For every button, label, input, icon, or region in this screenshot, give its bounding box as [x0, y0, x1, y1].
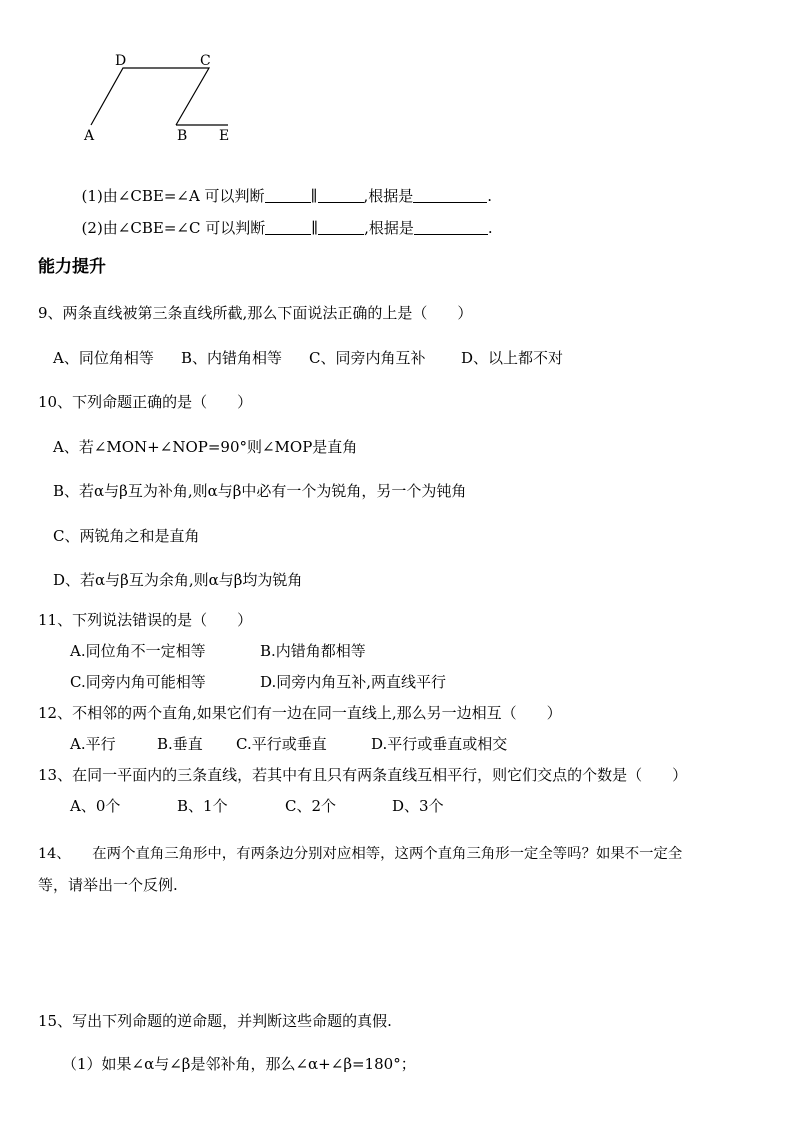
q11-stem: 11、下列说法错误的是（ ） — [38, 611, 253, 629]
q12-option-d[interactable]: D.平行或垂直或相交 — [371, 735, 508, 753]
q11-option-b[interactable]: B.内错角都相等 — [260, 642, 366, 660]
q13-option-b[interactable]: B、1个 — [177, 797, 228, 815]
label-d: D — [115, 53, 127, 69]
q13-option-c[interactable]: C、2个 — [285, 797, 337, 815]
q11-option-c[interactable]: C.同旁内角可能相等 — [70, 673, 206, 691]
q8-part2 — [72, 201, 493, 237]
q15-stem: 15、写出下列命题的逆命题，并判断这些命题的真假. — [38, 1012, 392, 1030]
q10-option-a[interactable]: A、若∠MON+∠NOP=90°则∠MOP是直角 — [53, 438, 358, 456]
q9-option-c[interactable]: C、同旁内角互补 — [309, 349, 426, 367]
q12-option-b[interactable]: B.垂直 — [157, 735, 203, 753]
q8-part1-parallel: ∥ — [310, 187, 318, 205]
q9-option-b[interactable]: B、内错角相等 — [181, 349, 283, 367]
q8-part1-prefix: (1)由∠CBE=∠A 可以判断 — [81, 187, 265, 205]
q8-part2-blank-3[interactable] — [414, 220, 488, 235]
q10-option-b[interactable]: B、若α与β互为补角,则α与β中必有一个为锐角，另一个为钝角 — [53, 482, 467, 500]
q12-option-c[interactable]: C.平行或垂直 — [236, 735, 327, 753]
q8-part1-end: . — [487, 187, 493, 205]
label-b: B — [177, 128, 188, 144]
q8-part1-sep: ,根据是 — [363, 187, 414, 205]
parallelogram-figure — [80, 48, 240, 148]
q8-part2-parallel: ∥ — [311, 219, 319, 237]
q8-part2-blank-2[interactable] — [318, 220, 364, 235]
label-e: E — [219, 128, 230, 144]
q10-option-d[interactable]: D、若α与β互为余角,则α与β均为锐角 — [53, 571, 303, 589]
q13-option-a[interactable]: A、0个 — [70, 797, 121, 815]
q13-option-d[interactable]: D、3个 — [392, 797, 444, 815]
q9-stem: 9、两条直线被第三条直线所截,那么下面说法正确的上是（ ） — [38, 304, 473, 322]
q8-part2-sep: ,根据是 — [364, 219, 414, 237]
q10-stem: 10、下列命题正确的是（ ） — [38, 393, 253, 411]
q8-part1 — [72, 169, 492, 205]
q14-line-2: 等，请举出一个反例. — [38, 876, 178, 894]
q14-line-1: 14、 在两个直角三角形中，有两条边分别对应相等，这两个直角三角形一定全等吗？如果不一定全 — [38, 846, 683, 862]
q11-option-a[interactable]: A.同位角不一定相等 — [70, 642, 206, 660]
q10-option-c[interactable]: C、两锐角之和是直角 — [53, 527, 200, 545]
q9-option-d[interactable]: D、以上都不对 — [461, 349, 564, 367]
q12-stem: 12、不相邻的两个直角,如果它们有一边在同一直线上,那么另一边相互（ ） — [38, 704, 562, 722]
q13-stem: 13、在同一平面内的三条直线，若其中有且只有两条直线互相平行，则它们交点的个数是（ ） — [38, 766, 688, 784]
q8-part2-prefix: (2)由∠CBE=∠C 可以判断 — [81, 219, 266, 237]
q9-option-a[interactable]: A、同位角相等 — [53, 349, 154, 367]
section-title: 能力提升 — [38, 257, 106, 277]
q8-part2-end: . — [487, 219, 493, 237]
label-a: A — [84, 128, 95, 144]
q11-option-d[interactable]: D.同旁内角互补,两直线平行 — [260, 673, 447, 691]
q15-sub1: （1）如果∠α与∠β是邻补角，那么∠α+∠β=180°； — [62, 1055, 416, 1073]
q8-part2-blank-1[interactable] — [265, 220, 311, 235]
q12-option-a[interactable]: A.平行 — [70, 735, 116, 753]
label-c: C — [200, 53, 211, 69]
parallelogram-shape — [91, 68, 209, 125]
